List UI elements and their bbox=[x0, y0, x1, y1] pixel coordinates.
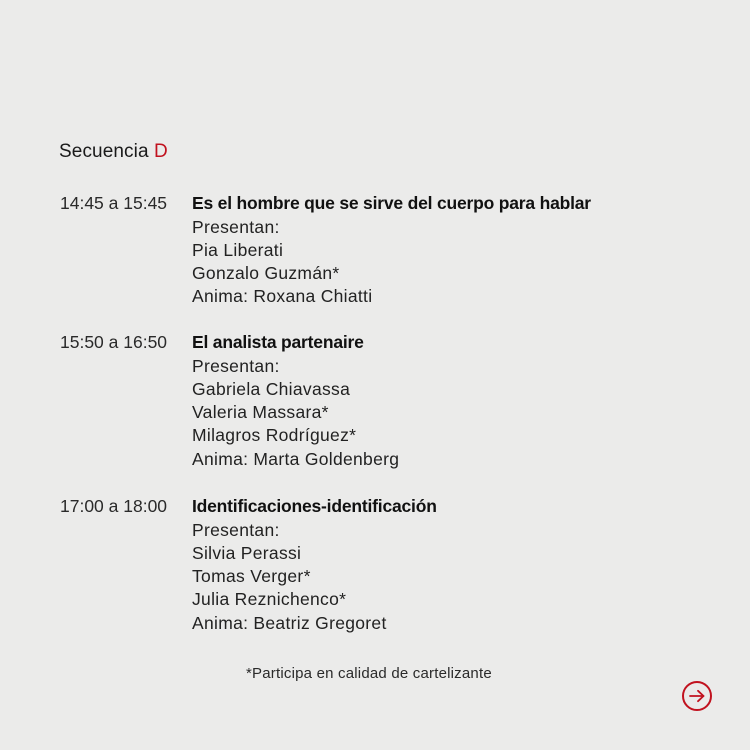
sequence-heading-prefix: Secuencia bbox=[59, 141, 149, 162]
presenter-name: Gabriela Chiavassa bbox=[192, 378, 351, 399]
presenters-label: Presentan: bbox=[192, 216, 280, 237]
session-title: Identificaciones-identificación bbox=[192, 496, 437, 516]
presenter-name: Valeria Massara* bbox=[192, 402, 329, 423]
sequence-letter: D bbox=[154, 141, 168, 162]
presenter-name: Silvia Perassi bbox=[192, 542, 302, 563]
footnote: *Participa en calidad de cartelizante bbox=[246, 665, 492, 682]
session-host: Anima: Roxana Chiatti bbox=[192, 286, 373, 307]
session-title: Es el hombre que se sirve del cuerpo para hablar bbox=[192, 193, 591, 213]
presenter-name: Pia Liberati bbox=[192, 239, 284, 260]
presenter-name: Julia Reznichenco* bbox=[192, 589, 347, 610]
session-time: 14:45 a 15:45 bbox=[60, 193, 168, 213]
session-time: 17:00 a 18:00 bbox=[60, 496, 168, 516]
presenter-name: Milagros Rodríguez* bbox=[192, 425, 357, 446]
next-button[interactable] bbox=[682, 681, 712, 711]
sequence-heading bbox=[59, 141, 168, 163]
session-time: 15:50 a 16:50 bbox=[60, 332, 168, 352]
session-host: Anima: Marta Goldenberg bbox=[192, 448, 400, 469]
presenters-label: Presentan: bbox=[192, 519, 280, 540]
session-title: El analista partenaire bbox=[192, 332, 364, 352]
presenter-name: Tomas Verger* bbox=[192, 566, 311, 587]
arrow-right-icon bbox=[688, 687, 706, 705]
presenters-label: Presentan: bbox=[192, 355, 280, 376]
session-host: Anima: Beatriz Gregoret bbox=[192, 612, 387, 633]
presenter-name: Gonzalo Guzmán* bbox=[192, 263, 340, 284]
